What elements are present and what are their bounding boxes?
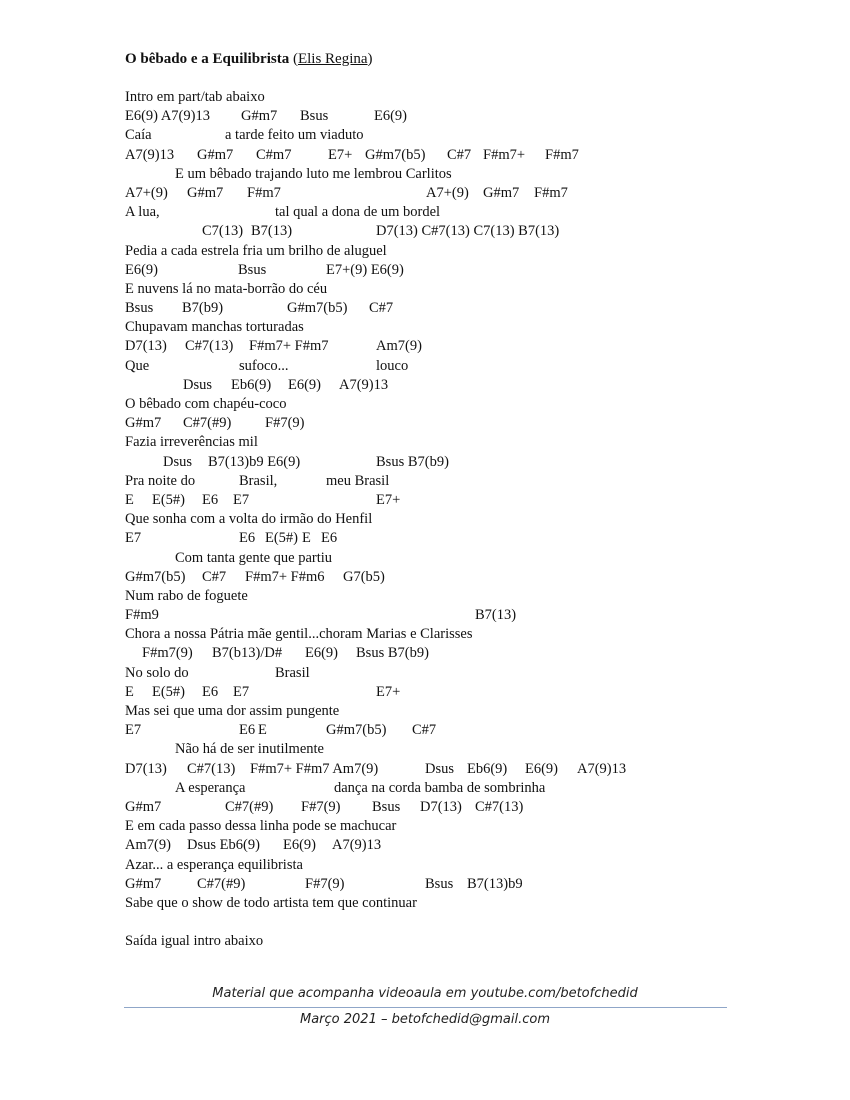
song-title-line: O bêbado e a Equilibrista (Elis Regina) — [125, 51, 373, 67]
sheet-line — [125, 165, 745, 184]
sheet-segment: B7(13)b9 — [467, 875, 523, 892]
sheet-line — [125, 894, 745, 913]
sheet-segment: F#m7+ F#m7 Am7(9) — [250, 760, 379, 777]
sheet-segment: E6 — [239, 722, 256, 739]
sheet-segment: E7+ — [376, 683, 401, 700]
sheet-segment: Dsus — [163, 453, 193, 470]
sheet-segment: Bsus — [425, 875, 454, 892]
sheet-segment: Bsus B7(b9) — [356, 645, 429, 662]
sheet-segment: Pra noite do — [125, 472, 196, 489]
sheet-segment: C#7 — [202, 568, 227, 585]
sheet-segment: E6 — [239, 530, 256, 547]
sheet-segment: E — [258, 722, 267, 739]
sheet-segment: G#m7(b5) — [365, 146, 426, 163]
sheet-segment: B7(13) — [475, 607, 517, 624]
sheet-segment: E nuvens lá no mata-borrão do céu — [125, 280, 328, 297]
sheet-line — [125, 664, 745, 683]
sheet-segment: Am7(9) — [125, 837, 171, 854]
sheet-segment: Bsus — [238, 261, 267, 278]
sheet-segment: Bsus — [125, 300, 154, 317]
sheet-segment: Chupavam manchas torturadas — [125, 319, 304, 336]
chord-sheet — [125, 88, 745, 951]
sheet-segment: Mas sei que uma dor assim pungente — [125, 703, 340, 719]
sheet-segment: Dsus Eb6(9) — [187, 837, 260, 854]
sheet-segment: meu Brasil — [326, 472, 390, 489]
sheet-segment: E em cada passo dessa linha pode se machucar — [125, 818, 397, 835]
sheet-segment: F#7(9) — [265, 415, 305, 432]
sheet-line — [125, 337, 745, 356]
sheet-segment: G#m7 — [125, 798, 162, 815]
sheet-segment: D7(13) C#7(13) C7(13) B7(13) — [376, 223, 560, 240]
sheet-line — [125, 817, 745, 836]
sheet-segment: E — [125, 491, 134, 508]
sheet-segment: Num rabo de foguete — [125, 587, 248, 604]
sheet-segment: Caía — [125, 127, 152, 144]
sheet-segment: louco — [376, 357, 409, 374]
song-artist: Elis Regina — [297, 51, 368, 67]
sheet-segment: G#m7 — [483, 184, 520, 201]
sheet-segment: E6 — [202, 491, 219, 508]
sheet-segment: E6(9) — [288, 376, 322, 393]
sheet-segment: F#m7(9) — [142, 645, 193, 662]
sheet-line — [125, 184, 745, 203]
sheet-segment: G#m7(b5) — [287, 300, 348, 317]
sheet-segment: E7+ — [376, 491, 401, 508]
song-title: O bêbado e a Equilibrista — [125, 51, 290, 67]
sheet-line — [125, 510, 745, 529]
sheet-line — [125, 222, 745, 241]
sheet-segment: E — [125, 683, 134, 700]
sheet-segment: dança na corda bamba de sombrinha — [334, 779, 546, 796]
sheet-segment: Eb6(9) — [467, 760, 508, 777]
sheet-line — [125, 625, 745, 644]
sheet-line — [125, 856, 745, 875]
sheet-line — [125, 414, 745, 433]
sheet-segment: G7(b5) — [343, 568, 385, 585]
sheet-line — [125, 203, 745, 222]
blank-line — [125, 913, 745, 932]
sheet-line — [125, 683, 745, 702]
sheet-segment: tal qual a dona de um bordel — [275, 204, 441, 221]
sheet-segment: C#7(13) — [185, 338, 234, 355]
sheet-segment: A7(9)13 — [332, 837, 382, 854]
sheet-segment: A7(9)13 — [339, 376, 389, 393]
sheet-line — [125, 433, 745, 452]
sheet-line — [125, 549, 745, 568]
sheet-segment: Com tanta gente que partiu — [175, 549, 333, 566]
sheet-line — [125, 472, 745, 491]
footer-credit: Material que acompanha videoaula em youtube.com/betofchedid — [212, 986, 638, 1001]
sheet-segment: G#m7 — [125, 875, 162, 892]
sheet-segment: O bêbado com chapéu-coco — [125, 396, 287, 412]
sheet-segment: E um bêbado trajando luto me lembrou Carlitos — [175, 165, 452, 182]
sheet-segment: F#m9 — [125, 607, 159, 624]
sheet-segment: D7(13) — [420, 798, 462, 815]
sheet-segment: Dsus — [183, 376, 213, 393]
sheet-line — [125, 836, 745, 855]
sheet-segment: Brasil — [275, 664, 310, 681]
sheet-line — [125, 261, 745, 280]
sheet-segment: D7(13) — [125, 760, 167, 777]
sheet-segment: A7(9)13 — [577, 760, 627, 777]
sheet-segment: E(5#) — [152, 491, 186, 508]
sheet-segment: Bsus B7(b9) — [376, 453, 449, 470]
sheet-line — [125, 779, 745, 798]
sheet-segment: sufoco... — [239, 357, 289, 374]
sheet-segment: F#7(9) — [305, 875, 345, 892]
sheet-segment: E7 — [125, 530, 142, 547]
sheet-segment: A7+(9) — [125, 184, 168, 201]
footer-contact: Março 2021 – betofchedid@gmail.com — [300, 1012, 550, 1027]
sheet-segment: D7(13) — [125, 338, 167, 355]
sheet-segment: G#m7 — [187, 184, 224, 201]
sheet-segment: A esperança — [175, 779, 246, 796]
sheet-line — [125, 702, 745, 721]
sheet-segment: G#m7 — [241, 108, 278, 125]
sheet-segment: a tarde feito um viaduto — [225, 127, 364, 144]
sheet-line — [125, 760, 745, 779]
sheet-segment: A lua, — [125, 204, 160, 221]
sheet-segment: Chora a nossa Pátria mãe gentil...choram Marias e Clarisses — [125, 626, 473, 643]
sheet-segment: Sabe que o show de todo artista tem que continuar — [125, 894, 417, 911]
sheet-segment: B7(b13)/D# — [212, 645, 283, 662]
sheet-segment: C#7(13) — [475, 798, 524, 815]
sheet-segment: B7(b9) — [182, 300, 224, 317]
sheet-segment: C#7 — [447, 146, 472, 163]
sheet-segment: F#m7 — [247, 184, 281, 201]
sheet-line — [125, 318, 745, 337]
sheet-segment: E6 — [321, 530, 338, 547]
sheet-segment: Bsus — [372, 798, 401, 815]
sheet-segment: Eb6(9) — [231, 376, 272, 393]
sheet-segment: E6(9) — [305, 645, 339, 662]
sheet-line — [125, 107, 745, 126]
sheet-segment: F#m7 — [534, 184, 568, 201]
sheet-line — [125, 88, 745, 107]
sheet-segment: Que — [125, 357, 150, 374]
sheet-segment: Am7(9) — [376, 338, 422, 355]
sheet-segment: Azar... a esperança equilibrista — [125, 856, 303, 873]
sheet-line — [125, 587, 745, 606]
sheet-line — [125, 453, 745, 472]
sheet-segment: Pedia a cada estrela fria um brilho de aluguel — [125, 242, 387, 259]
sheet-segment: C#7 — [369, 300, 394, 317]
sheet-segment: Não há de ser inutilmente — [175, 741, 324, 758]
sheet-segment: E6(9) — [374, 108, 408, 125]
sheet-segment: A7+(9) — [426, 184, 469, 201]
sheet-line — [125, 299, 745, 318]
sheet-line — [125, 280, 745, 299]
sheet-segment: E6(9) — [125, 261, 159, 278]
sheet-segment: Fazia irreverências mil — [125, 434, 258, 451]
sheet-segment: F#m7+ — [483, 146, 526, 163]
footer-divider — [124, 1007, 727, 1008]
sheet-segment: B7(13)b9 E6(9) — [208, 453, 301, 470]
sheet-line — [125, 395, 745, 414]
sheet-segment: C#7(13) — [187, 760, 236, 777]
sheet-line — [125, 568, 745, 587]
sheet-line — [125, 721, 745, 740]
sheet-segment: A7(9)13 — [125, 146, 175, 163]
sheet-segment: E(5#) — [152, 683, 186, 700]
sheet-segment: E6(9) — [283, 837, 317, 854]
sheet-segment: No solo do — [125, 664, 189, 681]
sheet-line — [125, 529, 745, 548]
sheet-segment: Saída igual intro abaixo — [125, 933, 264, 950]
sheet-segment: E7+(9) E6(9) — [326, 261, 404, 278]
sheet-segment: E6 — [202, 683, 219, 700]
sheet-segment: Que sonha com a volta do irmão do Henfil — [125, 511, 373, 528]
sheet-segment: F#7(9) — [301, 798, 341, 815]
sheet-segment: E7 — [233, 683, 250, 700]
sheet-line — [125, 606, 745, 625]
sheet-segment: E(5#) — [265, 530, 299, 547]
sheet-segment: E — [302, 530, 311, 547]
sheet-line — [125, 491, 745, 510]
sheet-segment: E6(9) — [525, 760, 559, 777]
sheet-line — [125, 644, 745, 663]
sheet-line — [125, 357, 745, 376]
sheet-segment: C#m7 — [256, 146, 292, 163]
sheet-line — [125, 798, 745, 817]
sheet-segment: B7(13) — [251, 223, 293, 240]
sheet-line — [125, 126, 745, 145]
sheet-segment: C#7(#9) — [183, 415, 232, 432]
sheet-segment: Brasil, — [239, 472, 278, 489]
sheet-segment: F#m7 — [545, 146, 579, 163]
sheet-segment: E7 — [125, 722, 142, 739]
sheet-segment: C#7(#9) — [225, 798, 274, 815]
sheet-segment: G#m7 — [125, 415, 162, 432]
sheet-segment: F#m7+ F#m7 — [249, 338, 329, 355]
sheet-segment: E7 — [233, 491, 250, 508]
sheet-segment: Dsus — [425, 760, 455, 777]
sheet-segment: C#7(#9) — [197, 875, 246, 892]
sheet-segment: F#m7+ F#m6 — [245, 568, 325, 585]
sheet-segment: E6(9) A7(9)13 — [125, 108, 210, 125]
sheet-segment: G#m7 — [197, 146, 234, 163]
sheet-line — [125, 146, 745, 165]
sheet-segment: C#7 — [412, 722, 437, 739]
sheet-line — [125, 242, 745, 261]
sheet-line — [125, 376, 745, 395]
sheet-segment: G#m7(b5) — [326, 722, 387, 739]
sheet-segment: Bsus — [300, 108, 329, 125]
sheet-segment: Intro em part/tab abaixo — [125, 89, 265, 105]
sheet-segment: E7+ — [328, 146, 353, 163]
sheet-line — [125, 875, 745, 894]
sheet-line — [125, 740, 745, 759]
sheet-line — [125, 932, 745, 951]
sheet-segment: G#m7(b5) — [125, 568, 186, 585]
sheet-segment: C7(13) — [202, 223, 244, 240]
